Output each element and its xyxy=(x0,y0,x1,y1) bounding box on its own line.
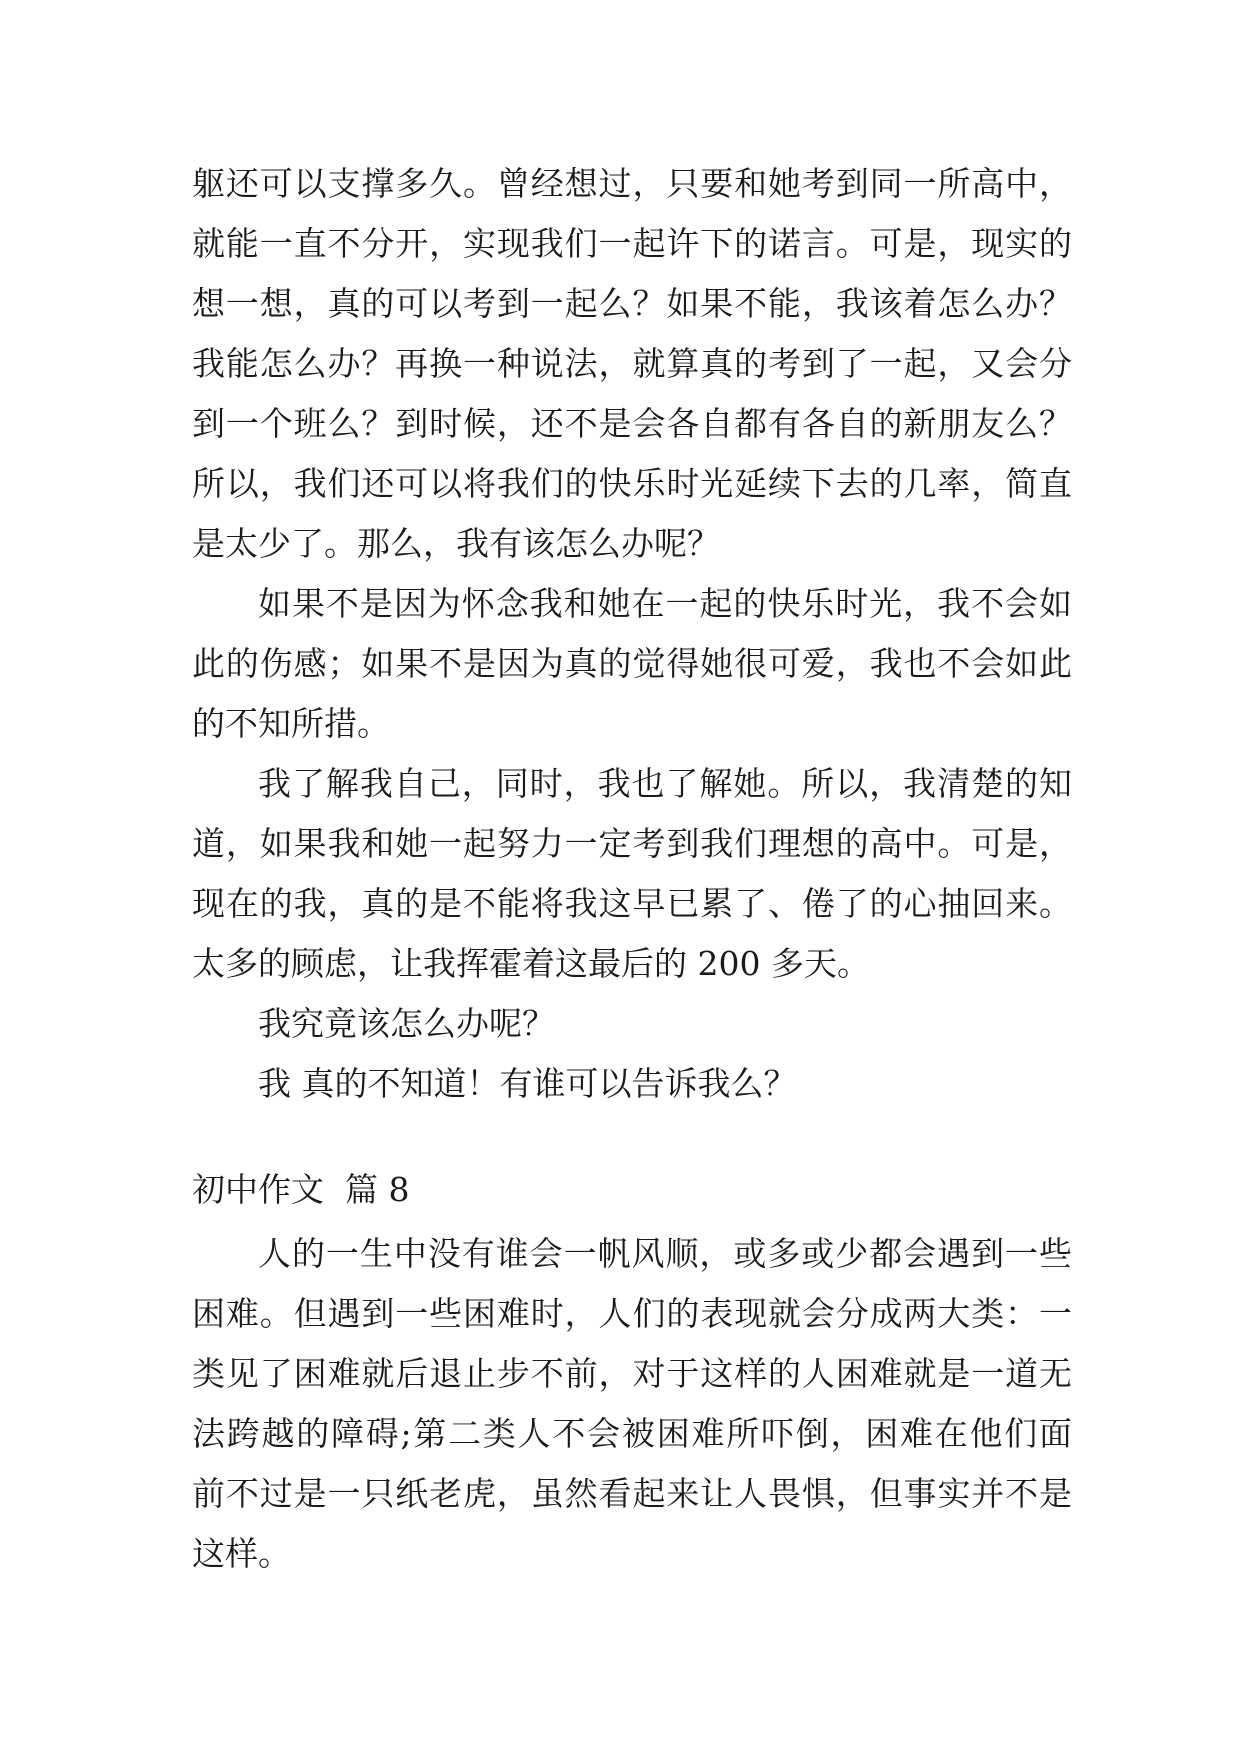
section-heading: 初中作文 篇 8 xyxy=(192,1170,410,1209)
text-line: 的不知所措。 xyxy=(192,704,390,743)
text-line: 困难。但遇到一些困难时，人们的表现就会分成两大类：一 xyxy=(192,1294,1072,1333)
text-line: 法跨越的障碍;第二类人不会被困难所吓倒，困难在他们面 xyxy=(192,1414,1072,1453)
text-line: 我能怎么办？再换一种说法，就算真的考到了一起，又会分 xyxy=(192,344,1072,383)
text-line: 如果不是因为怀念我和她在一起的快乐时光，我不会如 xyxy=(258,584,1072,623)
text-line: 所以，我们还可以将我们的快乐时光延续下去的几率，简直 xyxy=(192,464,1072,503)
text-line: 此的伤感；如果不是因为真的觉得她很可爱，我也不会如此 xyxy=(192,644,1072,683)
text-line: 人的一生中没有谁会一帆风顺，或多或少都会遇到一些 xyxy=(258,1234,1072,1273)
text-line: 我了解我自己，同时，我也了解她。所以，我清楚的知 xyxy=(258,764,1072,803)
text-line: 到一个班么？到时候，还不是会各自都有各自的新朋友么？ xyxy=(192,404,1072,443)
text-line: 道，如果我和她一起努力一定考到我们理想的高中。可是， xyxy=(192,824,1072,863)
text-line: 类见了困难就后退止步不前，对于这样的人困难就是一道无 xyxy=(192,1354,1072,1393)
text-line: 躯还可以支撑多久。曾经想过，只要和她考到同一所高中， xyxy=(192,164,1072,203)
text-line: 现在的我，真的是不能将我这早已累了、倦了的心抽回来。 xyxy=(192,884,1072,923)
text-line: 前不过是一只纸老虎，虽然看起来让人畏惧，但事实并不是 xyxy=(192,1474,1072,1513)
text-line: 太多的顾虑，让我挥霍着这最后的 200 多天。 xyxy=(192,944,870,983)
text-line: 是太少了。那么，我有该怎么办呢？ xyxy=(192,524,720,563)
text-line: 想一想，真的可以考到一起么？如果不能，我该着怎么办？ xyxy=(192,284,1072,323)
text-line: 我究竟该怎么办呢？ xyxy=(258,1004,555,1043)
text-line: 就能一直不分开，实现我们一起许下的诺言。可是，现实的 xyxy=(192,224,1072,263)
text-line: 我 真的不知道！有谁可以告诉我么？ xyxy=(258,1064,797,1103)
text-line: 这样。 xyxy=(192,1534,291,1573)
